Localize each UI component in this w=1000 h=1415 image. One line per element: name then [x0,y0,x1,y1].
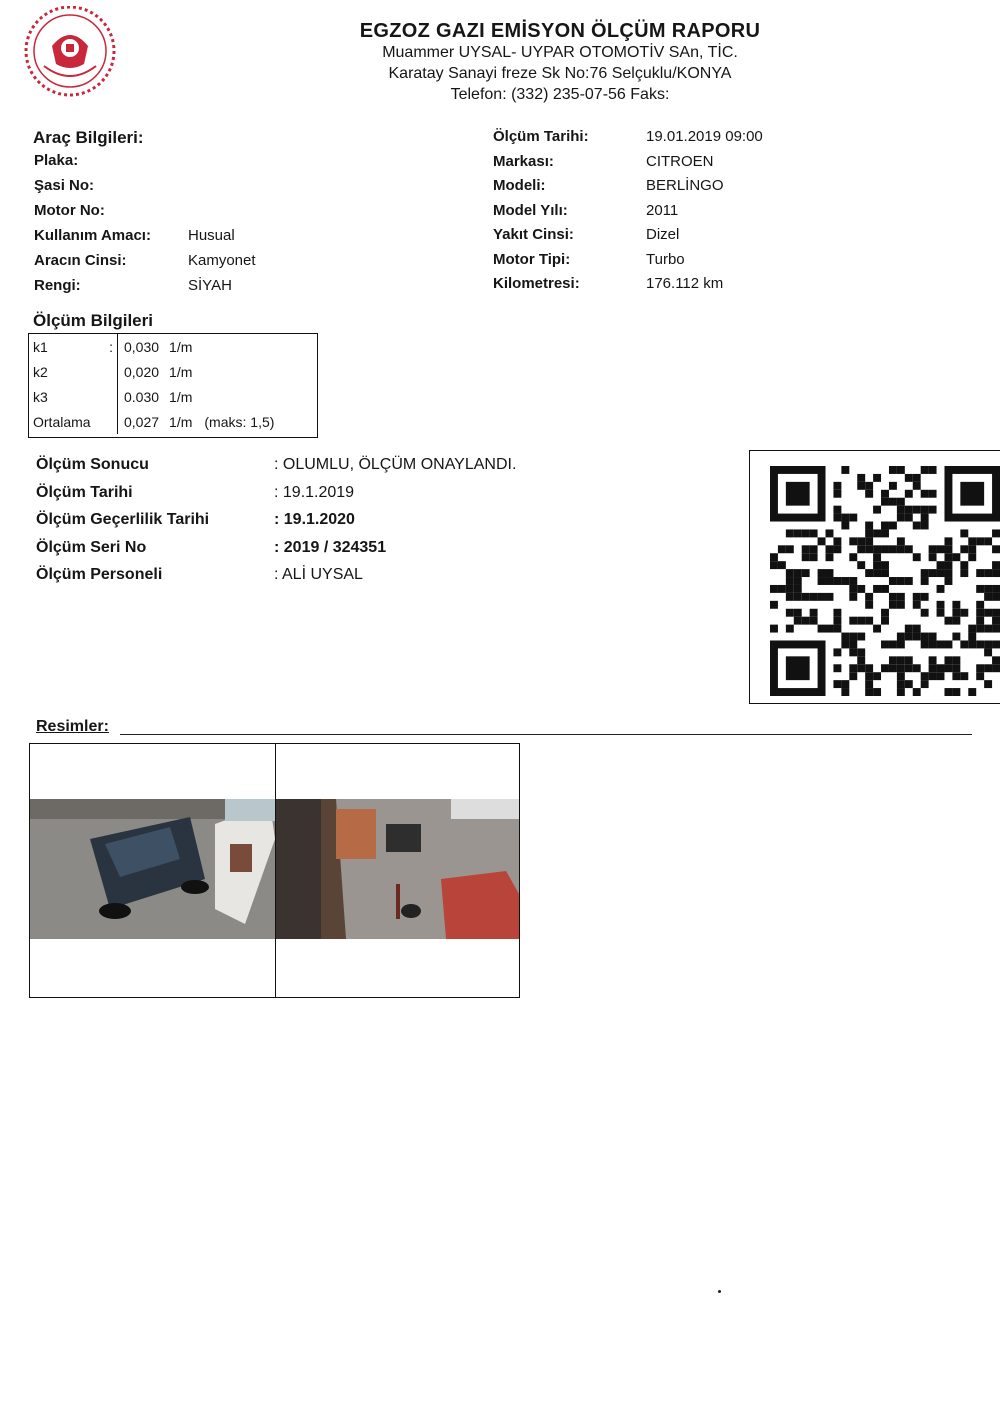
result-value: : ALİ UYSAL [274,566,363,583]
measurement-value: 0,030 [124,338,160,355]
vehicle-field-label: Kullanım Amacı: [34,227,151,244]
measurement-name [29,384,118,409]
measurement-row [29,384,317,409]
result-label: Ölçüm Seri No [36,538,147,556]
vehicle-field-label: Plaka: [34,152,79,169]
measurement-value-cell [118,384,318,409]
result-label: Ölçüm Sonucu [36,456,149,473]
measurement-unit: 1/m [169,413,193,430]
measurement-unit: 1/m [169,338,193,355]
measurement-name-text: k1 [33,338,48,355]
vehicle-field-label: Motor Tipi: [493,250,571,268]
measurement-row [29,334,317,359]
measurement-row [29,409,317,434]
measurement-value-cell [118,334,318,359]
measurement-value: 0,027 [124,413,160,430]
vehicle-field-label: Rengi: [34,277,81,294]
vehicle-field-label: Aracın Cinsi: [34,252,127,269]
vehicle-photo-1 [29,743,276,998]
vehicle-field-label: Model Yılı: [493,201,568,219]
vehicle-field-label: Ölçüm Tarihi: [493,128,589,145]
vehicle-field-value: Kamyonet [188,252,256,269]
measurement-value: 0,020 [124,363,160,380]
qr-code-box [749,450,1000,704]
measurement-table [28,333,318,438]
result-label: Ölçüm Geçerlilik Tarihi [36,511,210,528]
result-value: : 2019 / 324351 [274,538,387,556]
vehicle-field-value: Dizel [646,226,680,243]
vehicle-field-value: SİYAH [188,277,232,294]
result-label: Ölçüm Tarihi [36,483,133,501]
vehicle-info-heading: Araç Bilgileri: [33,128,144,147]
measurement-name-text: Ortalama [33,413,91,430]
vehicle-field-value: 19.01.2019 09:00 [646,128,763,145]
result-value: : 19.1.2019 [274,483,355,501]
vehicle-field-value: BERLİNGO [646,177,724,194]
measurement-name [29,334,118,359]
vehicle-field-value: 176.112 km [646,275,724,292]
result-label: Ölçüm Personeli [36,566,163,583]
measurement-name [29,359,118,384]
company-name: Muammer UYSAL- UYPAR OTOMOTİV SAn, TİC. [382,44,738,61]
vehicle-field-label: Motor No: [34,202,105,219]
vehicle-field-value: Turbo [646,250,685,268]
vehicle-field-label: Şasi No: [34,177,95,194]
qr-code-image [770,466,1000,696]
company-phone: Telefon: (332) 235-07-56 Faks: [450,86,670,103]
measurement-name [29,409,118,434]
measurement-unit: 1/m [169,388,193,405]
measurement-value-cell [118,409,318,434]
vehicle-field-value: CITROEN [646,152,714,170]
measurement-heading: Ölçüm Bilgileri [33,311,153,330]
measurement-note: (maks: 1,5) [204,413,275,430]
vehicle-field-label: Kilometresi: [493,275,580,292]
measurement-value: 0.030 [124,388,160,405]
vehicle-photo-2 [275,743,520,998]
measurement-name-text: k3 [33,388,48,405]
ministry-seal-logo [20,6,120,106]
vehicle-field-value: 2011 [646,201,679,219]
result-value: : 19.1.2020 [274,511,355,528]
measurement-separator: : [109,338,113,355]
images-divider [120,734,972,735]
pen-mark [718,1290,721,1293]
measurement-row [29,359,317,384]
images-heading: Resimler: [36,718,109,735]
company-address: Karatay Sanayi freze Sk No:76 Selçuklu/KONYA [388,65,732,82]
vehicle-field-label: Markası: [493,152,554,170]
report-title: EGZOZ GAZI EMİSYON ÖLÇÜM RAPORU [359,20,761,42]
vehicle-field-label: Modeli: [493,177,546,194]
measurement-unit: 1/m [169,363,193,380]
measurement-name-text: k2 [33,363,48,380]
result-value: : OLUMLU, ÖLÇÜM ONAYLANDI. [274,456,517,473]
measurement-value-cell [118,359,318,384]
vehicle-field-value: Husual [188,227,235,244]
vehicle-field-label: Yakıt Cinsi: [493,226,574,243]
